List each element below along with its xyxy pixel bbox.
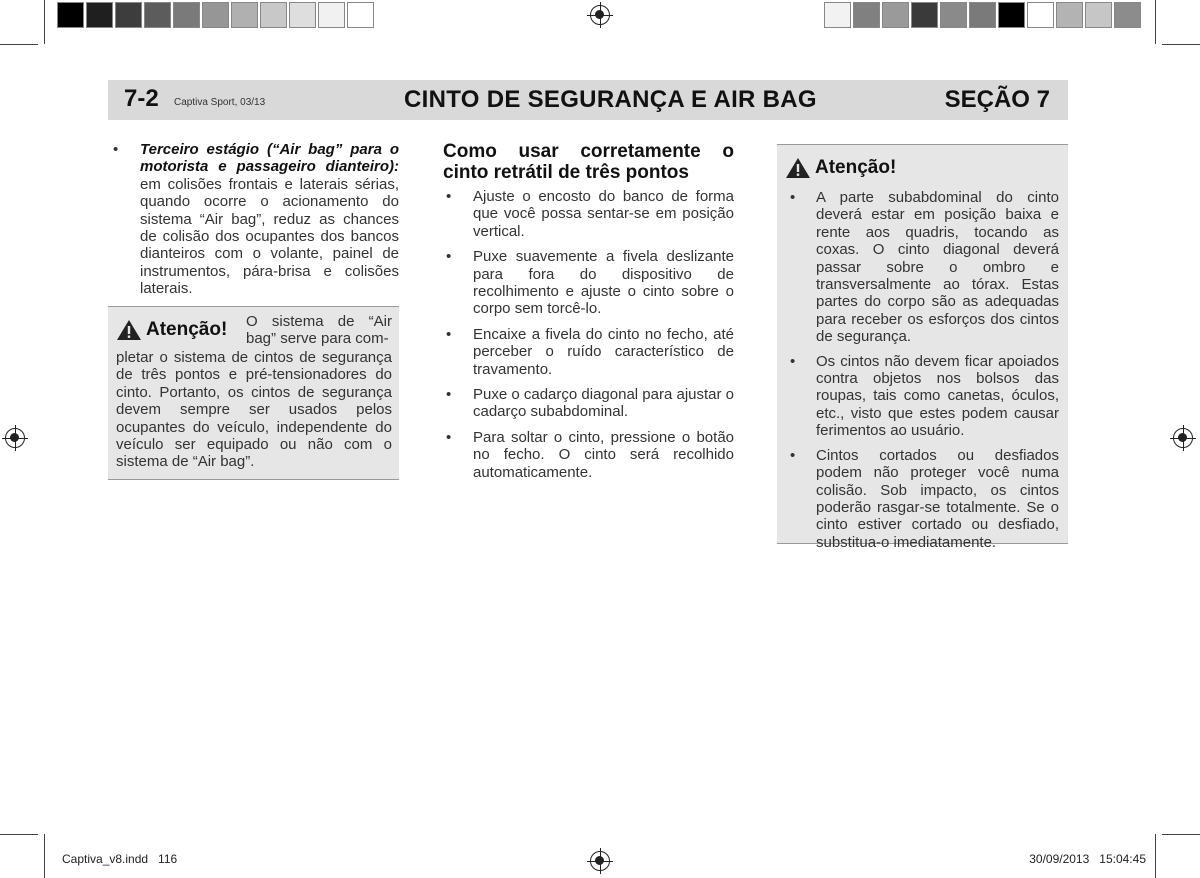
bullet-mark: • [790, 189, 796, 206]
column-2 [443, 141, 734, 489]
color-bar-left [57, 2, 376, 28]
bullet-mark: • [446, 188, 452, 205]
color-swatch [824, 2, 851, 28]
color-swatch [1114, 2, 1141, 28]
warning-title: Atenção! [146, 319, 228, 340]
color-swatch [347, 2, 374, 28]
color-swatch [853, 2, 880, 28]
list-item-text: A parte subabdominal do cinto deverá estar em posição baixa e rente aos quadris, tocando as coxas. O cinto diagonal deverá passar sobre o ombro e transversalmente ao tórax. Estas partes do corpo são as adequadas para receber os esforços dos cintos de segurança. [816, 189, 1059, 346]
list-item [443, 248, 734, 318]
list-item [787, 189, 1059, 346]
registration-mark-icon [1173, 428, 1193, 448]
bullet-mark: • [446, 325, 452, 343]
warning-aside-text: O sistema de “Air bag” serve para com- [246, 313, 392, 348]
color-swatch [1027, 2, 1054, 28]
section-heading: Como usar corretamente o cinto retrátil de três pontos [443, 141, 734, 183]
list-item-text: Puxe suavemente a fivela deslizante para fora do dispositivo de recolhimento e ajuste o cinto sobre o corpo sem torcê-lo. [473, 248, 734, 318]
list-item-text: Ajuste o encosto do banco de forma que você possa sentar-se em posição vertical. [473, 188, 734, 240]
color-swatch [289, 2, 316, 28]
footer-file-info: Captiva_v8.indd 116 [62, 852, 178, 866]
color-swatch [144, 2, 171, 28]
color-swatch [911, 2, 938, 28]
crop-mark [1155, 834, 1156, 878]
color-swatch [1056, 2, 1083, 28]
column-1 [110, 141, 399, 304]
page-header [108, 80, 1068, 120]
color-swatch [260, 2, 287, 28]
warning-triangle-icon [116, 319, 142, 341]
list-item-text: Encaixe a fivela do cinto no fecho, até perceber o ruído característico de travamento. [473, 325, 734, 378]
warning-body-text: pletar o sistema de cintos de segurança de três pontos e pré-tensionadores do cinto. Portanto, os cintos de segurança devem sempre ser usados pelos ocupantes do veículo, independente do veículo ser equipado ou não com o sistema de “Air bag”. [116, 349, 392, 471]
warning-list [787, 189, 1059, 558]
bullet-mark: • [446, 386, 452, 404]
crop-mark [1162, 834, 1200, 835]
bullet-mark: • [790, 446, 796, 464]
color-swatch [998, 2, 1025, 28]
color-swatch [86, 2, 113, 28]
list-item-text: Puxe o cadarço diagonal para ajustar o cadarço subabdominal. [473, 386, 735, 421]
bullet-mark: • [113, 141, 119, 158]
list-item-text: Os cintos não devem ficar apoiados contra objetos nos bolsos das roupas, tais como canetas, óculos, etc., visto que estes podem causar ferimentos ao usuário. [816, 352, 1059, 440]
color-swatch [882, 2, 909, 28]
list-item [443, 386, 734, 421]
bullet-mark: • [790, 352, 796, 370]
color-swatch [1085, 2, 1112, 28]
color-swatch [969, 2, 996, 28]
list-item-text: Cintos cortados ou desfiados podem não proteger você numa colisão. Sob impacto, os cintos poderão rasgar-se totalmente. Se o cinto estiver cortado ou desfiado, substitua-o imediatamente. [816, 446, 1059, 551]
bullet-mark: • [446, 428, 452, 446]
page-title: CINTO DE SEGURANÇA E AIR BAG [404, 86, 817, 113]
list-item [110, 141, 399, 298]
crop-mark [44, 0, 45, 44]
warning-heading [116, 319, 227, 341]
list-item-text: Para soltar o cinto, pressione o botão no fecho. O cinto será recolhido automaticamente. [473, 428, 734, 481]
list-item [443, 429, 734, 481]
color-bar-right [824, 2, 1143, 28]
warning-triangle-icon [785, 157, 811, 179]
warning-box [108, 306, 399, 480]
bullet-mark: • [446, 248, 452, 266]
crop-mark [1155, 0, 1156, 44]
warning-box [777, 144, 1068, 551]
list-item [787, 353, 1059, 440]
registration-mark-icon [590, 851, 610, 871]
registration-mark-icon [590, 5, 610, 25]
color-swatch [115, 2, 142, 28]
crop-mark [1162, 44, 1200, 45]
color-swatch [231, 2, 258, 28]
registration-mark-icon [5, 428, 25, 448]
list-item [443, 326, 734, 378]
color-swatch [318, 2, 345, 28]
page-number: 7-2 [124, 85, 159, 112]
edition-label: Captiva Sport, 03/13 [174, 97, 266, 108]
list-item [787, 447, 1059, 551]
list-item [443, 188, 734, 240]
crop-mark [0, 834, 38, 835]
section-label: SEÇÃO 7 [944, 86, 1050, 113]
footer-timestamp: 30/09/2013 15:04:45 [1029, 852, 1146, 866]
bullet-lead: Terceiro estágio (“Air bag” para o motorista e passageiro dianteiro): [140, 141, 399, 176]
crop-mark [44, 834, 45, 878]
color-swatch [173, 2, 200, 28]
warning-title: Atenção! [815, 157, 897, 178]
bullet-body: em colisões frontais e laterais sérias, quando ocorre o acionamento do sistema “Air bag”, reduz as chances de colisão dos ocupantes dos bancos dianteiros com o volante, painel de instrumentos, pára-brisa e colisões laterais. [140, 175, 399, 298]
color-swatch [940, 2, 967, 28]
color-swatch [202, 2, 229, 28]
crop-mark [0, 44, 38, 45]
color-swatch [57, 2, 84, 28]
warning-heading [785, 157, 896, 179]
